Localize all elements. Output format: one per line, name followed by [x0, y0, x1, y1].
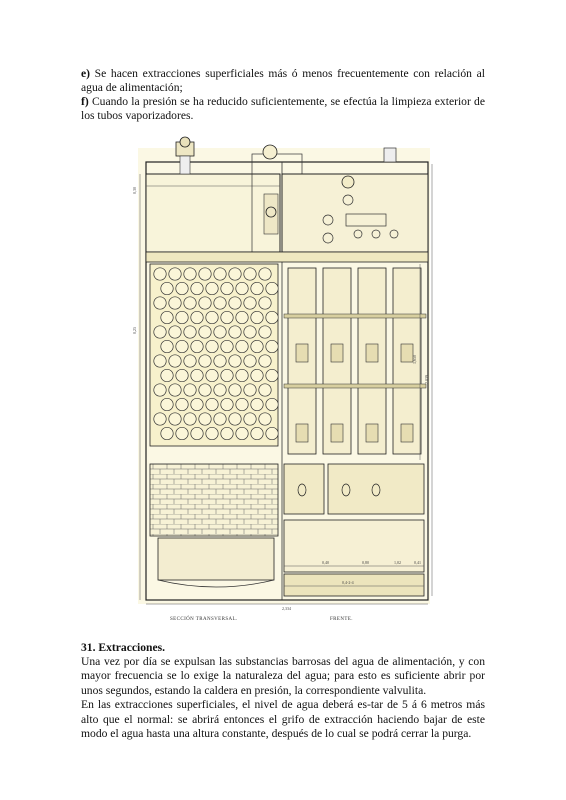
- dimension-label: 1,650: [412, 355, 417, 364]
- boiler-tube: [214, 326, 226, 338]
- door-handle: [331, 424, 343, 442]
- boiler-tube: [236, 311, 248, 323]
- boiler-tube: [199, 355, 211, 367]
- door-handle: [296, 344, 308, 362]
- boiler-tube: [214, 355, 226, 367]
- list-marker-e: e): [81, 67, 91, 80]
- dimension-label: 0,80: [362, 560, 369, 565]
- dimension-label: 0,4-2-4: [342, 580, 354, 585]
- boiler-tube: [184, 413, 196, 425]
- boiler-tube: [184, 297, 196, 309]
- boiler-tube: [176, 427, 188, 439]
- boiler-tube: [191, 282, 203, 294]
- boiler-tube: [229, 384, 241, 396]
- boiler-tube: [251, 340, 263, 352]
- boiler-tube: [266, 340, 278, 352]
- boiler-tube: [221, 369, 233, 381]
- boiler-tube: [229, 297, 241, 309]
- boiler-tube: [266, 398, 278, 410]
- boiler-tube: [251, 398, 263, 410]
- boiler-tube: [266, 427, 278, 439]
- boiler-tube: [259, 268, 271, 280]
- boiler-tube: [229, 355, 241, 367]
- boiler-tube: [244, 297, 256, 309]
- boiler-tube: [251, 282, 263, 294]
- door-handle: [331, 344, 343, 362]
- boiler-tube: [244, 268, 256, 280]
- boiler-tube: [266, 282, 278, 294]
- boiler-tube: [154, 326, 166, 338]
- boiler-tube: [244, 384, 256, 396]
- dimension-label: 2,039: [424, 375, 429, 384]
- list-marker-f: f): [81, 95, 89, 108]
- dimension-label: 0,30: [132, 187, 137, 194]
- boiler-tube: [176, 398, 188, 410]
- dimension-label: 2,334: [282, 606, 291, 611]
- list-text-f: Cuando la presión se ha reducido suficientemente, se efectúa la limpieza exterior de los tubos vaporizadores.: [81, 95, 485, 123]
- boiler-tube: [191, 369, 203, 381]
- boiler-tube: [214, 297, 226, 309]
- boiler-tube: [229, 413, 241, 425]
- boiler-tube: [184, 355, 196, 367]
- boiler-tube: [176, 282, 188, 294]
- boiler-tube: [176, 369, 188, 381]
- boiler-tube: [199, 413, 211, 425]
- door-handle: [366, 344, 378, 362]
- boiler-tube: [191, 311, 203, 323]
- boiler-tube: [154, 384, 166, 396]
- boiler-tube: [266, 369, 278, 381]
- boiler-tube: [154, 355, 166, 367]
- boiler-tube: [184, 384, 196, 396]
- boiler-tube: [221, 282, 233, 294]
- boiler-tube: [161, 282, 173, 294]
- boiler-tube: [176, 311, 188, 323]
- boiler-tube: [251, 369, 263, 381]
- boiler-tube: [236, 427, 248, 439]
- paragraph-1: Una vez por día se expulsan las substancias barrosas del agua de alimentación, y con mayor frecuencia se lo exige la naturaleza del agua; para esto es suficiente abrir por unos segundos, estando la caldera en presión, la correspondiente valvulita.: [81, 655, 485, 697]
- section-body: [81, 655, 485, 741]
- boiler-drawing: [132, 134, 436, 626]
- boiler-tube: [206, 398, 218, 410]
- boiler-tube: [191, 427, 203, 439]
- boiler-tube: [259, 326, 271, 338]
- dimension-label: 0,41: [414, 560, 421, 565]
- boiler-tube: [154, 268, 166, 280]
- boiler-tube: [206, 282, 218, 294]
- dimension-label: 0,25: [132, 327, 137, 334]
- boiler-tube: [191, 340, 203, 352]
- boiler-tube: [169, 355, 181, 367]
- boiler-tube: [229, 268, 241, 280]
- boiler-tube: [244, 355, 256, 367]
- boiler-tube: [236, 398, 248, 410]
- dimension-label: 0,40: [322, 560, 329, 565]
- boiler-tube: [259, 384, 271, 396]
- boiler-tube: [154, 413, 166, 425]
- caption-left: SECCIÓN TRANSVERSAL.: [170, 617, 238, 622]
- boiler-tube: [229, 326, 241, 338]
- boiler-tube: [206, 311, 218, 323]
- boiler-tube: [199, 297, 211, 309]
- paragraph-2: En las extracciones superficiales, el nivel de agua deberá es-tar de 5 á 6 metros más alto que el normal: se abrirá entonces el grifo de extracción haciendo bajar de este modo el agua hasta una altura constante, después de lo cual se podrá cerrar la purga.: [81, 698, 485, 741]
- boiler-tube: [244, 326, 256, 338]
- boiler-tube: [191, 398, 203, 410]
- boiler-tube: [169, 297, 181, 309]
- boiler-tube: [199, 326, 211, 338]
- boiler-tube: [199, 268, 211, 280]
- boiler-tube: [221, 340, 233, 352]
- boiler-tube: [214, 384, 226, 396]
- boiler-tube: [161, 427, 173, 439]
- list-item-e: [81, 67, 485, 96]
- boiler-tube: [266, 311, 278, 323]
- boiler-tube: [206, 427, 218, 439]
- boiler-tube: [169, 413, 181, 425]
- boiler-tube: [221, 427, 233, 439]
- boiler-tube: [244, 413, 256, 425]
- list-text-e: Se hacen extracciones superficiales más ó menos frecuentemente con relación al agua de alimentación;: [81, 67, 485, 95]
- list-item-f: [81, 95, 485, 124]
- boiler-tube: [161, 311, 173, 323]
- boiler-tube: [154, 297, 166, 309]
- boiler-tube: [236, 282, 248, 294]
- boiler-tube: [236, 369, 248, 381]
- boiler-tube: [161, 369, 173, 381]
- boiler-tube: [259, 297, 271, 309]
- caption-right: FRENTE.: [330, 617, 353, 622]
- boiler-tube: [259, 413, 271, 425]
- door-handle: [401, 424, 413, 442]
- boiler-tube: [214, 268, 226, 280]
- boiler-tube: [214, 413, 226, 425]
- boiler-tube: [221, 311, 233, 323]
- door-handle: [296, 424, 308, 442]
- boiler-tube: [221, 398, 233, 410]
- section-heading: 31. Extracciones.: [81, 641, 166, 654]
- boiler-tube: [206, 369, 218, 381]
- boiler-tube: [251, 311, 263, 323]
- boiler-tube: [251, 427, 263, 439]
- boiler-tube: [169, 384, 181, 396]
- boiler-tube: [176, 340, 188, 352]
- boiler-tube: [199, 384, 211, 396]
- dimension-label: 1,02: [394, 560, 401, 565]
- boiler-tube: [259, 355, 271, 367]
- boiler-tube: [161, 398, 173, 410]
- boiler-tube: [169, 268, 181, 280]
- boiler-engraving-figure: [132, 134, 436, 626]
- door-handle: [366, 424, 378, 442]
- boiler-tube: [169, 326, 181, 338]
- boiler-tube: [161, 340, 173, 352]
- boiler-tube: [206, 340, 218, 352]
- boiler-tube: [184, 326, 196, 338]
- boiler-tube: [184, 268, 196, 280]
- boiler-tube: [236, 340, 248, 352]
